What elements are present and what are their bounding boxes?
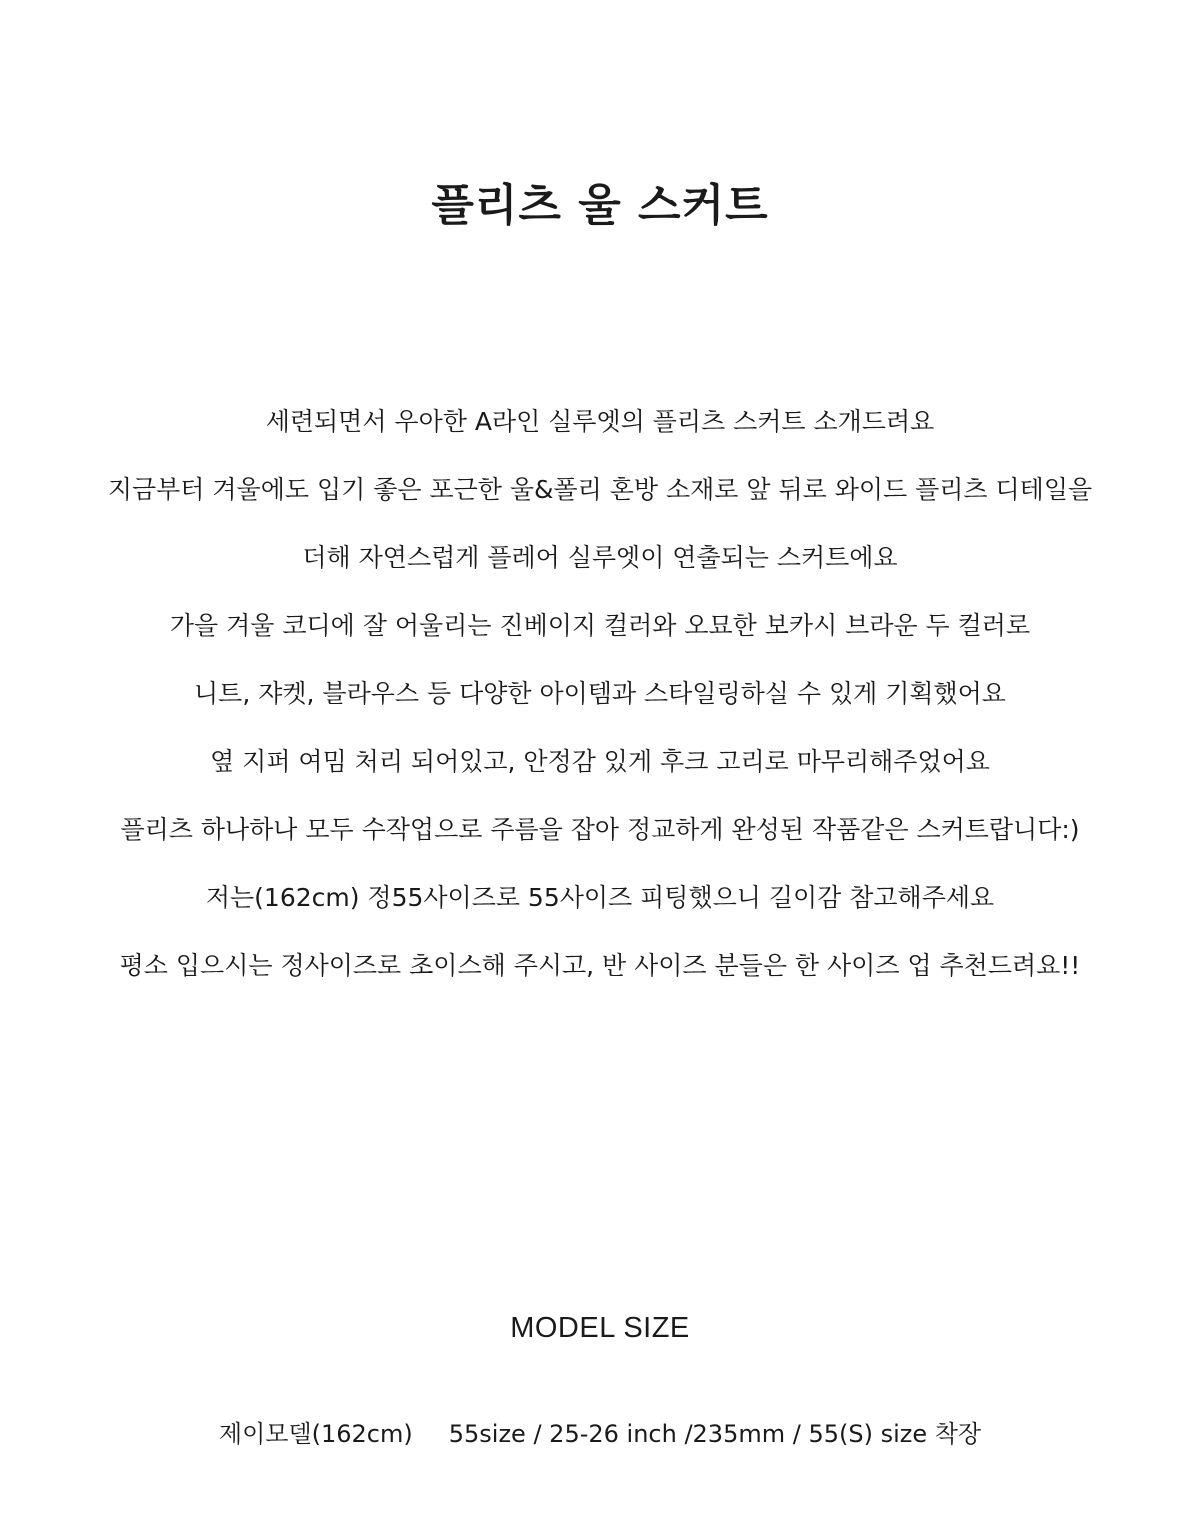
description-line: 옆 지퍼 여밈 처리 되어있고, 안정감 있게 후크 고리로 마무리해주었어요	[210, 747, 990, 776]
description-line: 플리츠 하나하나 모두 수작업으로 주름을 잡아 정교하게 완성된 작품같은 스커트랍니다:)	[120, 815, 1080, 844]
description-line: 세련되면서 우아한 A라인 실루엣의 플리츠 스커트 소개드려요	[265, 407, 935, 436]
model-size-heading: MODEL SIZE	[510, 1312, 690, 1344]
product-description	[0, 398, 1200, 1010]
model-name: 제이모델(162cm)	[218, 1420, 413, 1448]
description-line: 가을 겨울 코디에 잘 어울리는 진베이지 컬러와 오묘한 보카시 브라운 두 컬러로	[169, 611, 1031, 640]
model-size-info	[0, 1414, 1200, 1454]
description-line: 평소 입으시는 정사이즈로 초이스해 주시고, 반 사이즈 분들은 한 사이즈 업 추천드려요!!	[119, 951, 1081, 980]
description-line: 지금부터 겨울에도 입기 좋은 포근한 울&폴리 혼방 소재로 앞 뒤로 와이드 플리츠 디테일을	[107, 475, 1093, 504]
description-line: 니트, 쟈켓, 블라우스 등 다양한 아이템과 스타일링하실 수 있게 기획했어요	[194, 679, 1006, 708]
description-line: 더해 자연스럽게 플레어 실루엣이 연출되는 스커트에요	[302, 543, 898, 572]
product-title: 플리츠 울 스커트	[431, 180, 769, 231]
description-line: 저는(162cm) 정55사이즈로 55사이즈 피팅했으니 길이감 참고해주세요	[205, 883, 995, 912]
model-fit: 55size / 25-26 inch /235mm / 55(S) size 착장	[448, 1420, 982, 1448]
